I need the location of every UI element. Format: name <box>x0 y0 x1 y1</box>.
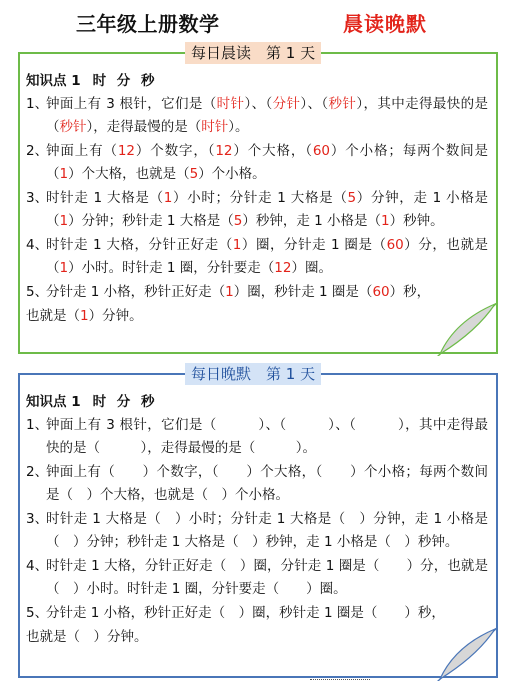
knowledge-point-topic: 时 分 秒 <box>92 394 158 410</box>
question-text: ）圈。 <box>291 260 332 276</box>
answer-text: 1 <box>232 237 242 253</box>
question-body <box>46 187 488 233</box>
question-text: 时针走 1 大格是（ <box>46 190 164 206</box>
evening-question-list <box>26 414 488 625</box>
evening-content <box>26 391 488 649</box>
question-body <box>46 281 488 304</box>
answer-text: 60 <box>386 237 404 253</box>
answer-text: 秒针 <box>328 96 357 112</box>
page-curl-icon <box>437 301 499 356</box>
question-text: ）圈，秒针走 1 圈是（ <box>233 284 373 300</box>
knowledge-point-heading <box>26 70 488 92</box>
question-number: 3、 <box>26 511 49 527</box>
question-text: ）个数字，（ <box>135 143 216 159</box>
page-tag: 晨读晚默 <box>343 12 427 36</box>
question-text: 钟面上有 3 根针，它们是（ <box>46 96 217 112</box>
question-text: 时针走 1 大格，分针正好走（ <box>46 237 233 253</box>
answer-text: 12 <box>117 143 136 159</box>
knowledge-point-topic: 时 分 秒 <box>92 73 158 89</box>
answer-text: 1 <box>59 166 69 182</box>
question-text: ）个小格；每两个数间是（ <box>46 143 489 182</box>
question-number: 1、 <box>26 96 49 112</box>
question-item <box>26 555 488 601</box>
morning-reading-box <box>18 44 498 354</box>
question-text: ）分钟，走 1 小格是（ <box>46 190 489 229</box>
question-number: 4、 <box>26 237 49 253</box>
answer-text: 分针 <box>272 96 301 112</box>
morning-content <box>26 70 488 328</box>
answer-text: 1 <box>80 308 89 324</box>
question-text: ）小时；分针走 1 大格是（ <box>172 190 348 206</box>
question-text: 钟面上有（ <box>46 143 118 159</box>
question-number: 4、 <box>26 558 49 574</box>
question-body <box>46 140 488 186</box>
answer-text: 60 <box>372 284 390 300</box>
decorative-dotted-line <box>310 679 370 684</box>
question-text: ）圈，分针走 1 圈是（ <box>241 237 387 253</box>
evening-question-5-continuation <box>26 626 488 649</box>
question-number: 1、 <box>26 417 49 433</box>
question-item <box>26 234 488 280</box>
question-body <box>46 414 488 460</box>
question-item <box>26 414 488 460</box>
answer-text: 5 <box>347 190 357 206</box>
question-number: 5、 <box>26 605 49 621</box>
question-text: ）个大格，（ <box>232 143 313 159</box>
question-text: 时针走 1 大格是（ ）小时；分针走 1 大格是（ ）分钟，走 1 小格是（ ）分钟；秒针走 1 大格是（ ）秒钟，走 1 小格是（ ）秒钟。 <box>46 511 488 550</box>
question-text: 也就是（ <box>26 308 80 324</box>
answer-text: 5 <box>233 213 243 229</box>
question-text: ），其中走得最快的是（ <box>46 96 489 135</box>
question-text: 分针走 1 小格，秒针正好走（ <box>46 284 226 300</box>
question-body <box>46 602 488 625</box>
question-text: ）。 <box>228 119 249 135</box>
question-item <box>26 187 488 233</box>
knowledge-point-label: 知识点 1 <box>26 394 81 410</box>
question-text: 分针走 1 小格，秒针正好走（ ）圈，秒针走 1 圈是（ ）秒， <box>46 605 445 621</box>
question-body <box>46 555 488 601</box>
answer-text: 1 <box>225 284 234 300</box>
page-curl-icon <box>437 626 499 681</box>
answer-text: 1 <box>381 213 390 229</box>
question-item <box>26 508 488 554</box>
answer-text: 时针 <box>201 119 229 135</box>
answer-text: 12 <box>215 143 233 159</box>
page-header <box>0 8 517 38</box>
question-text: 钟面上有（ ）个数字，（ ）个大格，（ ）个小格；每两个数间是（ ）个大格，也就是（ ）个小格。 <box>46 464 488 503</box>
question-body <box>46 234 488 280</box>
question-text: ）个大格，也就是（ <box>68 166 190 182</box>
question-text: ）、（ <box>300 96 329 112</box>
question-text: ）秒钟，走 1 小格是（ <box>242 213 382 229</box>
evening-box-title: 每日晚默 第 1 天 <box>185 363 321 385</box>
question-text: 钟面上有 3 根针，它们是（ ）、（ ）、（ ），其中走得最快的是（ ），走得最慢的是（ ）。 <box>46 417 488 456</box>
answer-text: 1 <box>59 260 69 276</box>
question-item <box>26 140 488 186</box>
answer-text: 1 <box>163 190 173 206</box>
question-text: 时针走 1 大格，分针正好走（ ）圈，分针走 1 圈是（ ）分，也就是（ ）小时。时针走 1 圈，分针要走（ ）圈。 <box>46 558 488 597</box>
morning-question-list <box>26 93 488 304</box>
question-text: ）个小格。 <box>198 166 266 182</box>
answer-text: 秒针 <box>59 119 87 135</box>
question-text: ）、（ <box>244 96 273 112</box>
question-item <box>26 93 488 139</box>
knowledge-point-label: 知识点 1 <box>26 73 81 89</box>
question-number: 5、 <box>26 284 49 300</box>
question-body <box>46 93 488 139</box>
question-number: 2、 <box>26 143 49 159</box>
question-text: ），走得最慢的是（ <box>86 119 202 135</box>
morning-box-title: 每日晨读 第 1 天 <box>185 42 321 64</box>
question-number: 2、 <box>26 464 49 480</box>
question-body <box>46 461 488 507</box>
answer-text: 60 <box>312 143 331 159</box>
question-item <box>26 461 488 507</box>
question-text: ）分钟；秒针走 1 大格是（ <box>68 213 234 229</box>
answer-text: 时针 <box>216 96 245 112</box>
question-number: 3、 <box>26 190 49 206</box>
answer-text: 1 <box>59 213 69 229</box>
answer-text: 5 <box>189 166 199 182</box>
question-text: ）分钟。 <box>88 308 143 324</box>
question-text: ）分，也就是（ <box>46 237 489 276</box>
question-body <box>46 508 488 554</box>
question-text: ）秒， <box>389 284 431 300</box>
question-text: ）小时。时针走 1 圈，分针要走（ <box>68 260 275 276</box>
answer-text: 12 <box>274 260 292 276</box>
evening-dictation-box <box>18 365 498 678</box>
knowledge-point-heading <box>26 391 488 413</box>
question-text: 也就是（ ）分钟。 <box>26 629 148 645</box>
morning-question-5-continuation <box>26 305 488 328</box>
question-text: ）秒钟。 <box>389 213 444 229</box>
page-title: 三年级上册数学 <box>76 12 220 36</box>
question-item <box>26 602 488 625</box>
question-item <box>26 281 488 304</box>
